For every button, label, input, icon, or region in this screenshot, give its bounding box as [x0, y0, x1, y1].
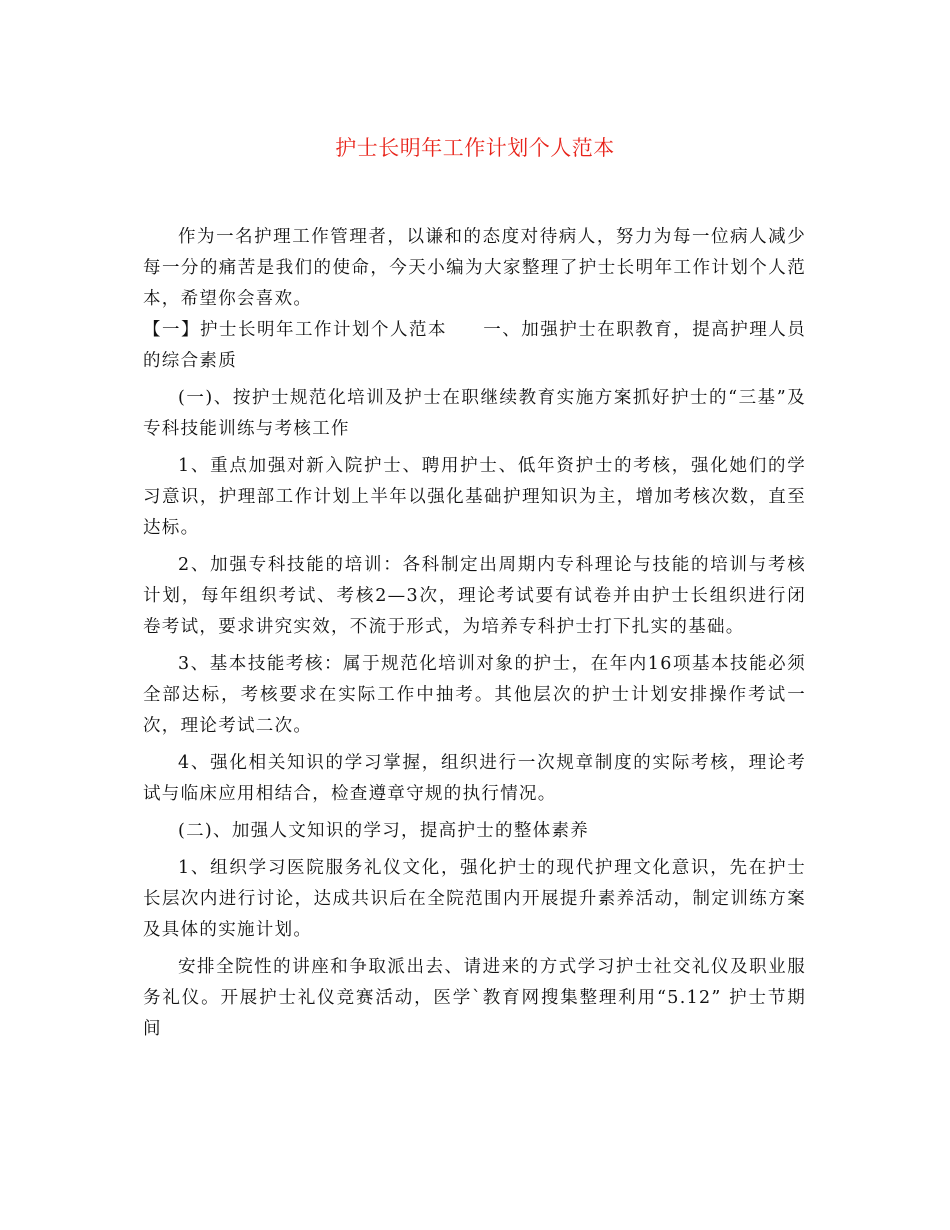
paragraph-section1 — [143, 315, 806, 377]
paragraph-1: (一)、按护士规范化培训及护士在职继续教育实施方案抓好护士的“三基”及专科技能训练与考核工作 — [143, 388, 806, 439]
paragraph-6: (二)、加强人文知识的学习，提高护士的整体素养 — [178, 821, 590, 841]
paragraph-intro: 作为一名护理工作管理者，以谦和的态度对待病人，努力为每一位病人减少每一分的痛苦是我们的使命，今天小编为大家整理了护士长明年工作计划个人范本，希望你会喜欢。 — [143, 227, 806, 309]
document-title: 护士长明年工作计划个人范本 — [335, 136, 615, 160]
paragraph-7: 1、组织学习医院服务礼仪文化，强化护士的现代护理文化意识，先在护士长层次内进行讨论，达成共识后在全院范围内开展提升素养活动，制定训练方案及具体的实施计划。 — [143, 858, 806, 940]
paragraph-5: 4、强化相关知识的学习掌握，组织进行一次规章制度的实际考核，理论考试与临床应用相结合，检查遵章守规的执行情况。 — [143, 753, 806, 804]
document-body — [143, 222, 806, 1051]
section1-subheading: 一、加强护士在职教育，提高护理人员的综合素质 — [143, 320, 806, 371]
paragraph-2: 1、重点加强对新入院护士、聘用护士、低年资护士的考核，强化她们的学习意识，护理部工作计划上半年以强化基础护理知识为主，增加考核次数，直至达标。 — [143, 456, 806, 538]
paragraph-3: 2、加强专科技能的培训：各科制定出周期内专科理论与技能的培训与考核计划，每年组织考试、考核2—3次，理论考试要有试卷并由护士长组织进行闭卷考试，要求讲究实效，不流于形式，为培养专科护士打下扎实的基础。 — [143, 555, 806, 637]
paragraph-4: 3、基本技能考核：属于规范化培训对象的护士，在年内16项基本技能必须全部达标，考核要求在实际工作中抽考。其他层次的护士计划安排操作考试一次，理论考试二次。 — [143, 654, 806, 736]
paragraph-8: 安排全院性的讲座和争取派出去、请进来的方式学习护士社交礼仪及职业服务礼仪。开展护士礼仪竞赛活动，医学`教育网搜集整理利用“5.12” 护士节期间 — [143, 957, 806, 1039]
section1-heading: 【一】护士长明年工作计划个人范本 — [143, 320, 447, 340]
